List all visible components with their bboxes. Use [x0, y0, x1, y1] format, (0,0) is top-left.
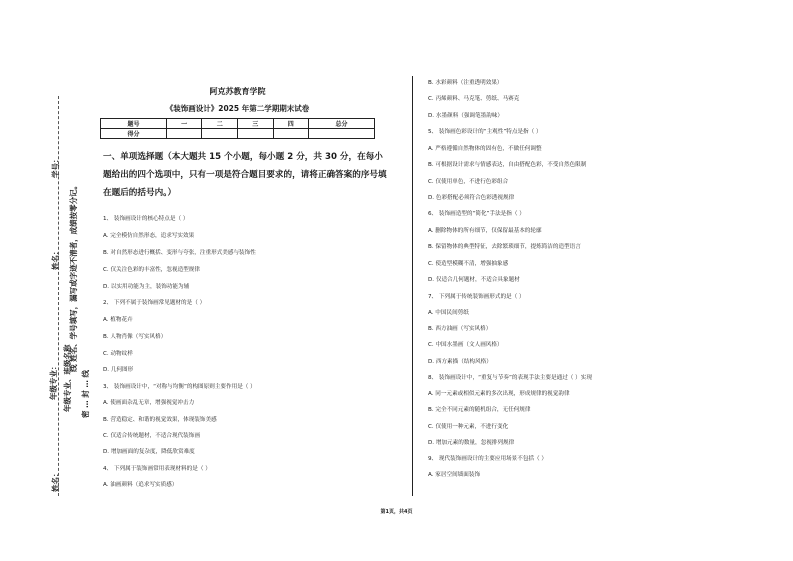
school-name: 阿克苏教育学院 — [209, 87, 266, 96]
question-line: 5、 装饰画色彩设计的“主观性”特点是指（ ） — [428, 129, 542, 135]
question-line: C. 仅使用一种元素，不进行变化 — [428, 424, 509, 430]
seal-line-text: 密 … 封 … 线 — [81, 370, 90, 418]
question-line: A. 完全模仿自然形态，追求写实效果 — [103, 233, 195, 239]
question-line: B. 西方油画（写实风格） — [428, 326, 492, 332]
question-line: A. 严格遵循自然物体的固有色，不做任何调整 — [428, 146, 542, 152]
question-line: B. 对自然形态进行概括、变形与夸张，注重形式美感与装饰性 — [103, 250, 256, 256]
question-line: B. 可根据设计需求与情感表达，自由搭配色彩，不受自然色限制 — [428, 162, 587, 168]
question-line: 3、 装饰画设计中，“对称与均衡”的构图原则主要作用是（ ） — [103, 384, 256, 390]
question-line: A. 植物花卉 — [103, 317, 133, 323]
binding-line — [58, 96, 59, 496]
question-line: D. 水墨颜料（强调笔墨韵味） — [428, 113, 503, 119]
score-cell: 三 — [237, 119, 273, 129]
question-line: B. 营造稳定、和谐的视觉效果，体现装饰美感 — [103, 417, 217, 423]
question-line: D. 几何图形 — [103, 367, 134, 373]
question-line: 6、 装饰画造型的“简化”手法是指（ ） — [428, 211, 525, 217]
score-cell — [309, 129, 375, 139]
score-cell: 二 — [202, 119, 238, 129]
question-line: 1、 装饰画设计的核心特点是（ ） — [103, 216, 189, 222]
question-line: A. 同一元素或相似元素的多次出现，形成规律的视觉韵律 — [428, 391, 570, 397]
fill-notice: 线 姓名、学号填写，漏写或字迹不清者，成绩按零分记。 — [69, 181, 78, 372]
question-line: D. 色彩搭配必须符合色彩透视规律 — [428, 195, 515, 201]
question-line: C. 中国水墨画（文人画风格） — [428, 342, 503, 348]
grade-major-label: 年级专业： — [49, 362, 58, 400]
score-cell — [273, 129, 309, 139]
question-line: C. 仅使用单色，不进行色彩组合 — [428, 179, 509, 185]
question-line: A. 使画面杂乱无章，增强视觉冲击力 — [103, 400, 195, 406]
question-line: B. 保留物体的典型特征，去除繁琐细节，提炼简洁的造型语言 — [428, 244, 581, 250]
question-line: A. 油画颜料（追求写实质感） — [103, 482, 178, 488]
score-cell: 一 — [166, 119, 202, 129]
question-line: A. 家居空间墙面装饰 — [428, 472, 481, 478]
question-line: A. 中国民间剪纸 — [428, 310, 469, 316]
column-divider — [412, 76, 413, 496]
question-line: D. 西方素描（结构风格） — [428, 359, 492, 365]
score-cell — [202, 129, 238, 139]
question-line: B. 完全不同元素的随机组合，无任何规律 — [428, 407, 531, 413]
question-line: C. 仅关注色彩的丰富性，忽视造型规律 — [103, 267, 200, 273]
question-line: 9、 现代装饰画设计的主要应用场景不包括（ ） — [428, 456, 547, 462]
score-cell — [237, 129, 273, 139]
score-cell: 得分 — [101, 129, 167, 139]
question-line: C. 仅适合传统题材，不适合现代装饰画 — [103, 433, 200, 439]
grade-class-note: 年级专业、班级名称 — [63, 344, 72, 412]
question-line: C. 丙烯颜料、马克笔、剪纸、马赛克 — [428, 96, 520, 102]
question-line: D. 仅适合几何题材，不适合具象题材 — [428, 277, 520, 283]
question-line: B. 人物肖像（写实风格） — [103, 334, 167, 340]
question-line: D. 增加画面的复杂度，降低欣赏难度 — [103, 449, 195, 455]
score-table-header-row — [101, 119, 375, 129]
section-title: 一、单项选择题（本大题共 15 个小题，每小题 2 分，共 30 分，在每小题给出的四个选项中，只有一项是符合题目要求的，请将正确答案的序号填在题后的括号内。） — [103, 152, 387, 198]
score-cell: 四 — [273, 119, 309, 129]
question-line: 7、 下列属于传统装饰画形式的是（ ） — [428, 294, 525, 300]
question-line: A. 删除物体的所有细节，仅保留最基本的轮廓 — [428, 228, 542, 234]
exam-title: 《装饰画设计》2025 年第二学期期末试卷 — [165, 104, 310, 113]
name-label-bottom: 姓名： — [51, 469, 60, 492]
question-line: 8、 装饰画设计中，“重复与节奏”的表现手法主要是通过（ ）实现 — [428, 375, 592, 381]
question-line: 2、 下列不属于装饰画常见题材的是（ ） — [103, 300, 206, 306]
score-cell: 总分 — [309, 119, 375, 129]
question-line: C. 使造型模糊不清，增强抽象感 — [428, 261, 509, 267]
score-cell: 题号 — [101, 119, 167, 129]
score-cell — [166, 129, 202, 139]
score-table — [100, 118, 375, 139]
score-table-score-row — [101, 129, 375, 139]
question-line: D. 以实用功能为主，装饰功能为辅 — [103, 284, 190, 290]
page-footer: 第1页，共4页 — [380, 509, 413, 515]
name-label: 姓名： — [51, 247, 60, 270]
student-id-label: 学号： — [51, 155, 60, 178]
question-line: B. 水彩颜料（注重透明效果） — [428, 80, 503, 86]
question-line: C. 动物纹样 — [103, 351, 133, 357]
question-line: 4、 下列属于装饰画常用表现材料的是（ ） — [103, 466, 211, 472]
question-line: D. 增加元素的数量，忽视排列规律 — [428, 440, 515, 446]
